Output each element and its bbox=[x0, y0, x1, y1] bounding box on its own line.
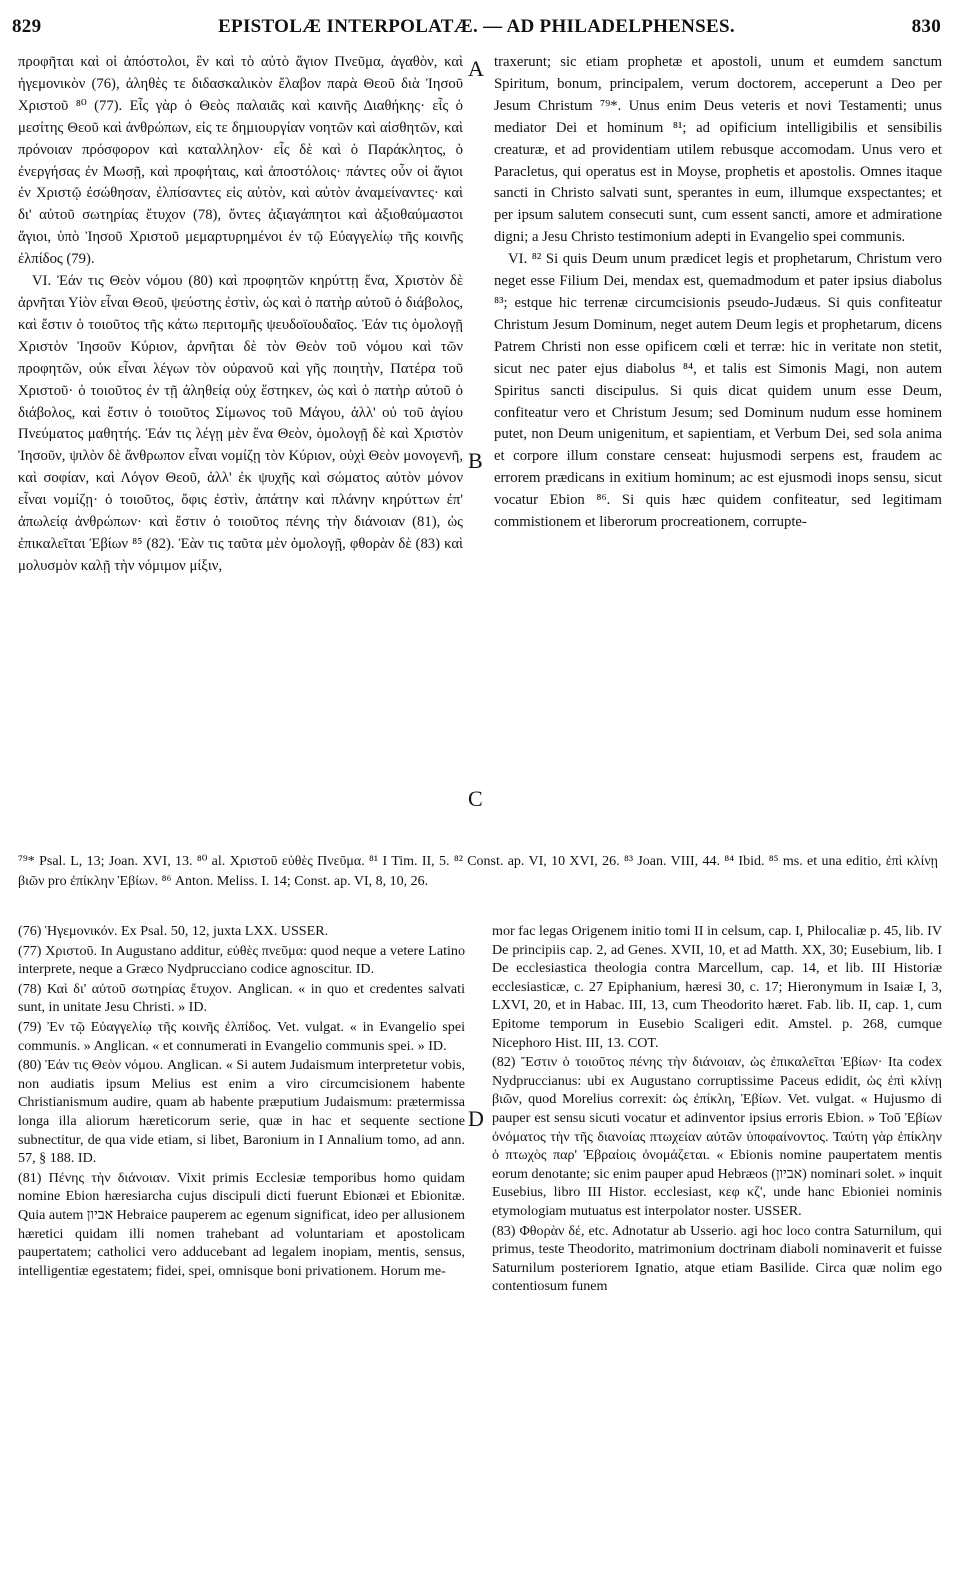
running-title: EPISTOLÆ INTERPOLATÆ. — AD PHILADELPHENSES. bbox=[218, 16, 735, 37]
notes-left-column bbox=[18, 922, 465, 1577]
margin-marker-d: D bbox=[468, 1106, 484, 1131]
latin-text-column bbox=[494, 52, 942, 848]
margin-marker-a: A bbox=[468, 56, 484, 81]
margin-marker-c: C bbox=[468, 786, 483, 811]
note: (80) Ἐάν τις Θεὸν νόμου. Anglican. « Si autem Judaismum interpretetur vobis, non audiatis ipsum Melius est enim a viro circumcisionem habente Christianismum audire, quam ab habente præputium Judaismum: prætermissa longa illa aliorum hæreticorum serie, quæ in hac et sequente sectione subnectitur, de qua vide etiam, si libet, Baronium in I Annalium tomo, ad ann. 57, § 188. ID. bbox=[18, 1057, 465, 1167]
note: (78) Καὶ δι' αὐτοῦ σωτηρίας ἔτυχον. Anglican. « in quo et credentes salvati sunt, in unitate Jesu Christi. » ID. bbox=[18, 980, 465, 1016]
note: mor fac legas Origenem initio tomi II in celsum, cap. I, Philocaliæ p. 45, lib. IV De principiis cap. 2, ad Genes. XVII, 10, et ad Matth. XX, 30; Eusebium, lib. I De ecclesiastica theologia contra Marcellum, cap. 14, et lib. III Historiæ ecclesiasticæ, c. 27 Epiphanium, hæresi 30, c. 17; Hieronymum in Isaiæ I, 3, LXVI, 20, et in Habac. III, 13, cum Theodorito hæret. Fab. lib. II, cap. 1, cum Epitome temporum in Eusebio Scaligeri edit. Amstel. p. 268, cumque Nicephoro Hist. III, 13. COT. bbox=[492, 923, 942, 1051]
note: (79) Ἐν τῷ Εὐαγγελίῳ τῆς κοινῆς ἐλπίδος. Vet. vulgat. « in Evangelio spei communis. » Anglican. « et connumerati in Evangelio communis spei. » ID. bbox=[18, 1018, 465, 1054]
latin-paragraph: traxerunt; sic etiam prophetæ et apostoli, unum et eumdem sanctum Spiritum, bonum, principalem, verum doctorem, acceperunt a Deo per Jesum Christum ⁷⁹*. Unus enim Deus veteris et novi Testamenti; unus mediator Dei et hominum ⁸¹; ad opificium intelligibilis et sensibilis creaturæ, et ad providentiam utilem rebusque accomodam. Unus vero et Paracletus, qui operatus est in Moyse, prophetis et apostolis. Omnes itaque sancti in Christo salvati sunt, sperantes in eum, illumque exspectantes; et per ipsum salutem consecuti sunt, cum essent sancti, amore et admiratione digni; a Jesu Christo testimonium adepti in Evangelio spei communis. bbox=[494, 54, 942, 246]
note: (83) Φθορὰν δέ, etc. Adnotatur ab Usserio. agi hoc loco contra Saturnilum, qui primus, teste Theodorito, matrimonium doctrinam diaboli nominaverit et fuisse Saturnilum posteriorem Ignatio, atque etiam Basilide. Circa quæ nolim ego contentiosum funem bbox=[492, 1222, 942, 1295]
note: (76) Ἡγεμονικόν. Ex Psal. 50, 12, juxta LXX. USSER. bbox=[18, 923, 329, 939]
greek-text-column bbox=[18, 52, 463, 848]
latin-paragraph: VI. ⁸² Si quis Deum unum prædicet legis et prophetarum, Christum vero neget esse Filium Dei, mendax est, quemadmodum et pater ipsius diabolus ⁸³; estque hic terrenæ circumcisionis pseudo-Judæus. Si quis confiteatur Christum Jesum Dominum, neget autem Deum legis et prophetarum, dicens Patrem Christi non esse opificem cœli et terræ: hic in veritate non stetit, sicut nec pater ejus diabolus ⁸⁴, et talis est Simonis Magi, non autem Spiritus sancti discipulus. Si quis dicat quidem unum esse Deum, confiteatur vero et Christum Jesum; sed Dominum nudum esse hominem putet, non Deum unigenitum, et sapientiam, et Verbum Dei, sed sola anima et corpore illum constare censeat: hujusmodi serpens est, fraudem ac errorem prædicans in exitium hominum; ac est ejusmodi inops sensu, sicut vocatur Ebion ⁸⁶. Si quis hæc quidem confiteatur, sed legitimam commistionem et liberorum procreationem, corrupte- bbox=[494, 251, 942, 531]
greek-paragraph: προφῆται καὶ οἱ ἀπόστολοι, ἓν καὶ τὸ αὐτὸ ἅγιον Πνεῦμα, ἀγαθὸν, καὶ ἡγεμονικὸν (76), ἀληθὲς τε διδασκαλικὸν ἔλαβον παρὰ Θεοῦ διὰ Ἰησοῦ Χριστοῦ ⁸⁰ (77). Εἷς γὰρ ὁ Θεὸς παλαιᾶς καὶ καινῆς Διαθήκης· εἷς ὁ μεσίτης Θεοῦ καὶ ἀνθρώπων, εἰς τε δημιουργίαν νοητῶν καὶ αἰσθητῶν, καὶ πρόνοιαν πρόσφορον καὶ καταλληλον· εἷς δὲ καὶ ὁ Παράκλητος, ὁ ἐνεργήσας ἐν Μωσῇ, καὶ προφήταις, καὶ ἀποστόλοις· πάντες οὖν οἱ ἅγιοι ἐν Χριστῷ ἐσώθησαν, ἐλπίσαντες εἰς αὐτὸν, καὶ αὐτὸν ἀναμείναντες· καὶ δι' αὐτοῦ σωτηρίας ἔτυχον (78), ὄντες ἀξιαγάπητοι καὶ ἀξιοθαύμαστοι ἅγιοι, ὑπὸ Ἰησοῦ Χριστοῦ μεμαρτυρημένοι ἐν τῷ Εὐαγγελίῳ τῆς κοινῆς ἐλπίδος (79). bbox=[18, 54, 463, 268]
page-number-right: 830 bbox=[911, 16, 941, 37]
notes-right-column bbox=[492, 922, 942, 1577]
margin-marker-b: B bbox=[468, 448, 483, 473]
page-number-left: 829 bbox=[12, 16, 42, 37]
note: (77) Χριστοῦ. In Augustano additur, εὐθὲς πνεῦμα: quod neque a vetere Latino interprete, neque a Græco Nydpruccianо codice agnoscitur. ID. bbox=[18, 942, 465, 978]
note: (81) Πένης τὴν διάνοιαν. Vixit primis Ecclesiæ temporibus homo quidam nomine Ebion hæresiarcha cujus discipuli dicti fuerunt Ebionæi et Ebionitæ. Quia autem אביון Hebraice pauperem ac egenum significat, ideo per allusionem hæretici quidam illi nomen trahebant ad voluntariam et apostolicam paupertatem; catholici vero adducebant ad legalem inopiam, mentis, sensus, intelligentiæ egestatem; fidei, spei, omnisque boni privationem. Horum me- bbox=[18, 1169, 465, 1279]
greek-paragraph: VI. Ἐάν τις Θεὸν νόμου (80) καὶ προφητῶν κηρύττῃ ἕνα, Χριστὸν δὲ ἀρνῆται Υἱὸν εἶναι Θεοῦ, ψεύστης ἐστὶν, ὡς καὶ ὁ πατὴρ αὐτοῦ ὁ διάβολος, καὶ ἔστιν ὁ τοιοῦτος τῆς κάτω περιτομῆς ψευδοϊουδαῖος. Ἐάν τις ὁμολογῇ Χριστὸν Ἰησοῦν Κύριον, ἀρνῆται δὲ τὸν Θεὸν τοῦ νόμου καὶ τῶν προφητῶν, οὐκ εἶναι λέγων τὸν οὐρανοῦ καὶ γῆς ποιητὴν, Πατέρα τοῦ Χριστοῦ· ὁ τοιοῦτος ἐν τῇ ἀληθείᾳ οὐχ ἕστηκεν, ὡς καὶ ὁ πατὴρ αὐτοῦ ὁ διάβολος, καὶ ἔστιν ὁ τοιοῦτος Σίμωνος τοῦ Μάγου, ἀλλ' οὐ τοῦ ἁγίου Πνεύματος μαθητής. Ἐάν τις λέγῃ μὲν ἕνα Θεὸν, ὁμολογῇ δὲ καὶ Χριστὸν Ἰησοῦν, ψιλὸν δὲ ἄνθρωπον εἶναι νομίζῃ τὸν Κύριον, οὐχὶ Θεὸν μονογενῆ, καὶ σοφίαν, καὶ Λόγον Θεοῦ, ἀλλ' ἐκ ψυχῆς καὶ σώματος αὐτὸν μόνον εἶναι νομίζῃ· ὁ τοιοῦτος, ὄφις ἐστὶν, ἀπάτην καὶ πλάνην κηρύττων ἐπ' ἀπωλείᾳ ἀνθρώπων· καὶ ἔστιν ὁ τοιοῦτος πένης τὴν διάνοιαν (81), ὡς ἐπικαλεῖται Ἐβίων ⁸⁵ (82). Ἐὰν τις ταῦτα μὲν ὁμολογῇ, φθορὰν δὲ (83) καὶ μολυσμὸν καλῇ τὴν νόμιμον μίξιν, bbox=[18, 273, 463, 574]
note: (82) Ἔστιν ὁ τοιοῦτος πένης τὴν διάνοιαν, ὡς ἐπικαλεῖται Ἐβίων· Ita codex Nydpruccianus: ubi ex Augustano corruptissime Paceus edidit, ὡς ἐπὶ κλίνῃ βιῶν, quod Morelius correxit: ὡς ἐπίκλη, Ἐβίων. Vet. vulgat. « Hujusmo di pauper est sensu sicuti vocatur et adinventor ipsius erroris Ebion. » Τοῦ Ἐβίων ὀνόματος τὴν τῆς διανοίας πτωχείαν αὐτῶν ὑποφαίνοντος. Ταύτη γὰρ ἐπίκλην ὁ πτωχὸς παρ' Ἑβραίοις ὀνομάζεται. « Ebionis nomine paupertatem mentis eorum denotante; sic enim pauper apud Hebræos (אביון) nominari solet. » inquit Eusebius, libro III Histor. ecclesiast, κεφ κζ', unde hanc Ebioniei nominis etymologiam mutuatus est interpolator noster. USSER. bbox=[492, 1054, 942, 1219]
footnote-references: ⁷⁹* Psal. L, 13; Joan. XVI, 13. ⁸⁰ al. Χριστοῦ εὐθὲς Πνεῦμα. ⁸¹ I Tim. II, 5. ⁸² Const. ap. VI, 10 XVI, 26. ⁸³ Joan. VIII, 44. ⁸⁴ Ibid. ⁸⁵ ms. et una editio, ἐπὶ κλίνῃ βιῶν pro ἐπίκλην Ἐβίων. ⁸⁶ Anton. Meliss. I. 14; Const. ap. VI, 8, 10, 26. bbox=[18, 854, 938, 889]
running-header bbox=[12, 16, 941, 42]
